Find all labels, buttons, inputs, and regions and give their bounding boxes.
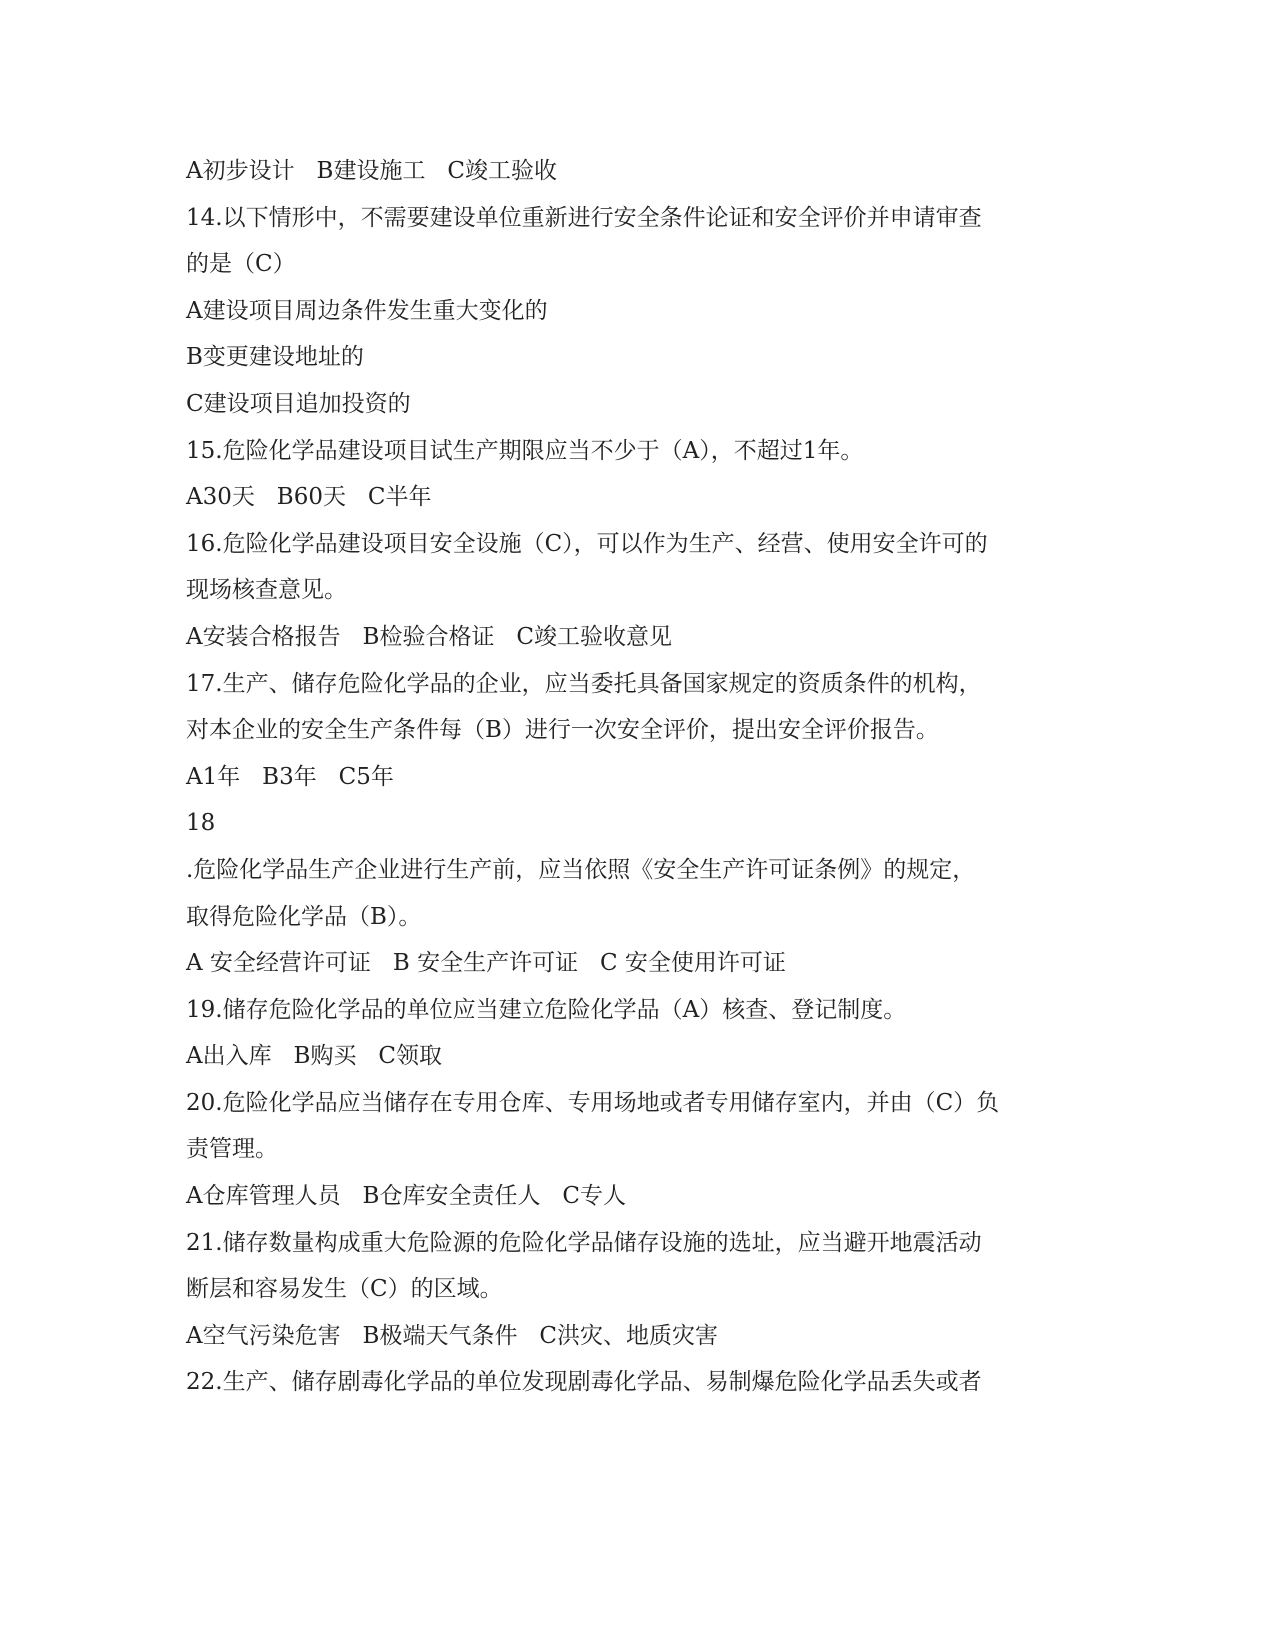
answer-options-21: A空气污染危害 B极端天气条件 C洪灾、地质灾害 [186,1322,718,1349]
question-16-continued: 现场核查意见。 [186,577,347,604]
answer-options-18: A 安全经营许可证 B 安全生产许可证 C 安全使用许可证 [186,950,786,977]
answer-options-13: A初步设计 B建设施工 C竣工验收 [186,158,557,184]
question-15: 15.危险化学品建设项目试生产期限应当不少于（A），不超过1年。 [186,437,864,464]
question-17-continued: 对本企业的安全生产条件每（B）进行一次安全评价，提出安全评价报告。 [186,717,939,744]
question-17: 17.生产、储存危险化学品的企业，应当委托具备国家规定的资质条件的机构， [186,670,982,697]
answer-option-14-b: B变更建设地址的 [186,344,364,371]
answer-options-20: A仓库管理人员 B仓库安全责任人 C专人 [186,1183,626,1210]
question-21: 21.储存数量构成重大危险源的危险化学品储存设施的选址，应当避开地震活动 [186,1229,982,1256]
question-16: 16.危险化学品建设项目安全设施（C），可以作为生产、经营、使用安全许可的 [186,530,988,557]
answer-options-16: A安装合格报告 B检验合格证 C竣工验收意见 [186,623,672,650]
question-18-continued: 取得危险化学品（B）。 [186,903,422,930]
answer-options-19: A出入库 B购买 C领取 [186,1043,442,1070]
question-18: .危险化学品生产企业进行生产前，应当依照《安全生产许可证条例》的规定， [186,856,976,883]
question-20-continued: 责管理。 [186,1136,278,1163]
question-14: 14.以下情形中，不需要建设单位重新进行安全条件论证和安全评价并申请审查 [186,204,982,231]
document-body [186,148,1086,1406]
question-21-continued: 断层和容易发生（C）的区域。 [186,1276,503,1303]
question-20: 20.危险化学品应当储存在专用仓库、专用场地或者专用储存室内，并由（C）负 [186,1089,1000,1116]
question-19: 19.储存危险化学品的单位应当建立危险化学品（A）核查、登记制度。 [186,996,907,1023]
question-18-number: 18 [186,810,216,837]
answer-options-15: A30天 B60天 C半年 [186,484,432,511]
answer-option-14-c: C建设项目追加投资的 [186,390,411,417]
question-22: 22.生产、储存剧毒化学品的单位发现剧毒化学品、易制爆危险化学品丢失或者 [186,1369,982,1396]
answer-option-14-a: A建设项目周边条件发生重大变化的 [186,297,548,324]
question-14-continued: 的是（C） [186,251,296,278]
answer-options-17: A1年 B3年 C5年 [186,763,394,790]
